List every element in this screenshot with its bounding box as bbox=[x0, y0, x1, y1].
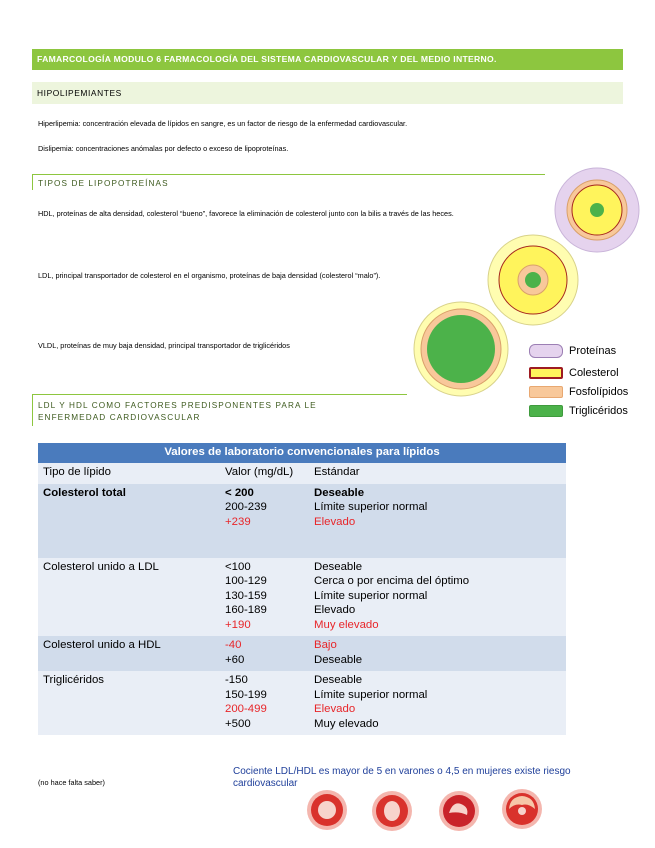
column-header: Valor (mg/dL) bbox=[220, 463, 309, 484]
lipid-standard-cell bbox=[309, 558, 566, 637]
standard-line: Muy elevado bbox=[314, 717, 379, 730]
artery-moderate-plaque-illustration bbox=[437, 789, 481, 833]
value-line: 150-199 bbox=[225, 688, 267, 701]
standard-line: Deseable bbox=[314, 486, 365, 499]
dislipemia-definition: Dislipemia: concentraciones anómalas por defecto o exceso de lipoproteínas. bbox=[38, 144, 289, 153]
lipid-type-cell: Triglicéridos bbox=[38, 671, 220, 735]
standard-line: Muy elevado bbox=[314, 618, 379, 631]
column-header: Estándar bbox=[309, 463, 566, 484]
lipid-type-cell: Colesterol unido a HDL bbox=[38, 636, 220, 671]
lipid-standard-cell bbox=[309, 671, 566, 735]
standard-line: Deseable bbox=[314, 560, 363, 573]
artery-mild-plaque-illustration bbox=[370, 789, 414, 833]
lipid-standard-cell bbox=[309, 636, 566, 671]
artery-normal-illustration bbox=[305, 788, 349, 832]
legend-item bbox=[529, 386, 628, 398]
table-row bbox=[38, 484, 566, 558]
value-line: +190 bbox=[225, 618, 251, 631]
value-line: < 200 bbox=[225, 486, 254, 499]
standard-line: Deseable bbox=[314, 674, 363, 686]
tipos-heading-rule bbox=[32, 174, 545, 175]
legend-label: Proteínas bbox=[569, 345, 617, 357]
legend-swatch bbox=[529, 344, 563, 358]
table-row bbox=[38, 558, 566, 637]
lipid-type-cell: Colesterol unido a LDL bbox=[38, 558, 220, 637]
value-line: 200-239 bbox=[225, 501, 267, 513]
value-line: -40 bbox=[225, 639, 242, 651]
footnote: (no hace falta saber) bbox=[38, 778, 105, 787]
value-line: 100-129 bbox=[225, 575, 267, 587]
legend-swatch bbox=[529, 367, 563, 379]
table-title: Valores de laboratorio convencionales para lípidos bbox=[38, 443, 566, 463]
lipid-value-cell bbox=[220, 671, 309, 735]
value-line: -150 bbox=[225, 674, 248, 686]
standard-line: Elevado bbox=[314, 515, 356, 528]
vldl-description: VLDL, proteínas de muy baja densidad, principal transportador de triglicéridos bbox=[38, 341, 290, 350]
standard-line: Elevado bbox=[314, 703, 356, 715]
standard-line: Límite superior normal bbox=[314, 501, 428, 513]
value-line: 160-189 bbox=[225, 604, 267, 616]
factors-heading-rule-left bbox=[32, 394, 33, 426]
legend-item bbox=[529, 405, 628, 417]
legend-label: Fosfolípidos bbox=[569, 386, 629, 398]
section-title: HIPOLIPEMIANTES bbox=[32, 82, 623, 104]
table-header-row bbox=[38, 463, 566, 484]
lipid-value-cell bbox=[220, 558, 309, 637]
hdl-description: HDL, proteínas de alta densidad, colesterol “bueno”, favorece la eliminación de colesterol junto con la bilis a través de las heces. bbox=[38, 209, 454, 218]
document-banner: FAMARCOLOGÍA MODULO 6 FARMACOLOGÍA DEL SISTEMA CARDIOVASCULAR Y DEL MEDIO INTERNO. bbox=[32, 49, 623, 70]
value-line: 200-499 bbox=[225, 703, 267, 715]
ldl-description: LDL, principal transportador de colesterol en el organismo, proteínas de baja densidad (colesterol “malo”). bbox=[38, 271, 381, 280]
tipos-heading: TIPOS DE LIPOPOTREÍNAS bbox=[38, 179, 169, 188]
legend-item bbox=[529, 367, 619, 379]
value-line: <100 bbox=[225, 560, 251, 573]
ldl-hdl-ratio-note: Cociente LDL/HDL es mayor de 5 en varones o 4,5 en mujeres existe riesgo cardiovascular bbox=[233, 766, 571, 789]
column-header: Tipo de lípido bbox=[38, 463, 220, 484]
tipos-heading-rule-left bbox=[32, 174, 33, 190]
legend-label: Triglicéridos bbox=[569, 405, 628, 417]
lipid-value-cell bbox=[220, 484, 309, 558]
vldl-particle-illustration bbox=[412, 300, 510, 398]
legend-item bbox=[529, 344, 616, 358]
standard-line: Bajo bbox=[314, 639, 337, 651]
legend-label: Colesterol bbox=[569, 367, 619, 379]
standard-line: Límite superior normal bbox=[314, 589, 428, 602]
factors-heading: LDL Y HDL COMO FACTORES PREDISPONENTES PARA LE ENFERMEDAD CARDIOVASCULAR bbox=[38, 401, 317, 422]
hiperlipemia-definition: Hiperlipemia: concentración elevada de lípidos en sangre, es un factor de riesgo de la enfermedad cardiovascular. bbox=[38, 119, 408, 128]
lipid-type-cell: Colesterol total bbox=[38, 484, 220, 558]
table-row bbox=[38, 636, 566, 671]
standard-line: Límite superior normal bbox=[314, 688, 428, 701]
legend-swatch bbox=[529, 386, 563, 398]
artery-severe-plaque-illustration bbox=[500, 787, 544, 831]
value-line: +60 bbox=[225, 653, 245, 666]
standard-line: Elevado bbox=[314, 604, 356, 616]
lipid-lab-values-table bbox=[38, 443, 566, 735]
value-line: +500 bbox=[225, 717, 251, 730]
standard-line: Deseable bbox=[314, 653, 363, 666]
legend-swatch bbox=[529, 405, 563, 417]
value-line: +239 bbox=[225, 515, 251, 528]
standard-line: Cerca o por encima del óptimo bbox=[314, 575, 470, 587]
value-line: 130-159 bbox=[225, 589, 267, 602]
table-row bbox=[38, 671, 566, 735]
factors-heading-rule bbox=[32, 394, 407, 395]
lipid-value-cell bbox=[220, 636, 309, 671]
lipid-standard-cell bbox=[309, 484, 566, 558]
